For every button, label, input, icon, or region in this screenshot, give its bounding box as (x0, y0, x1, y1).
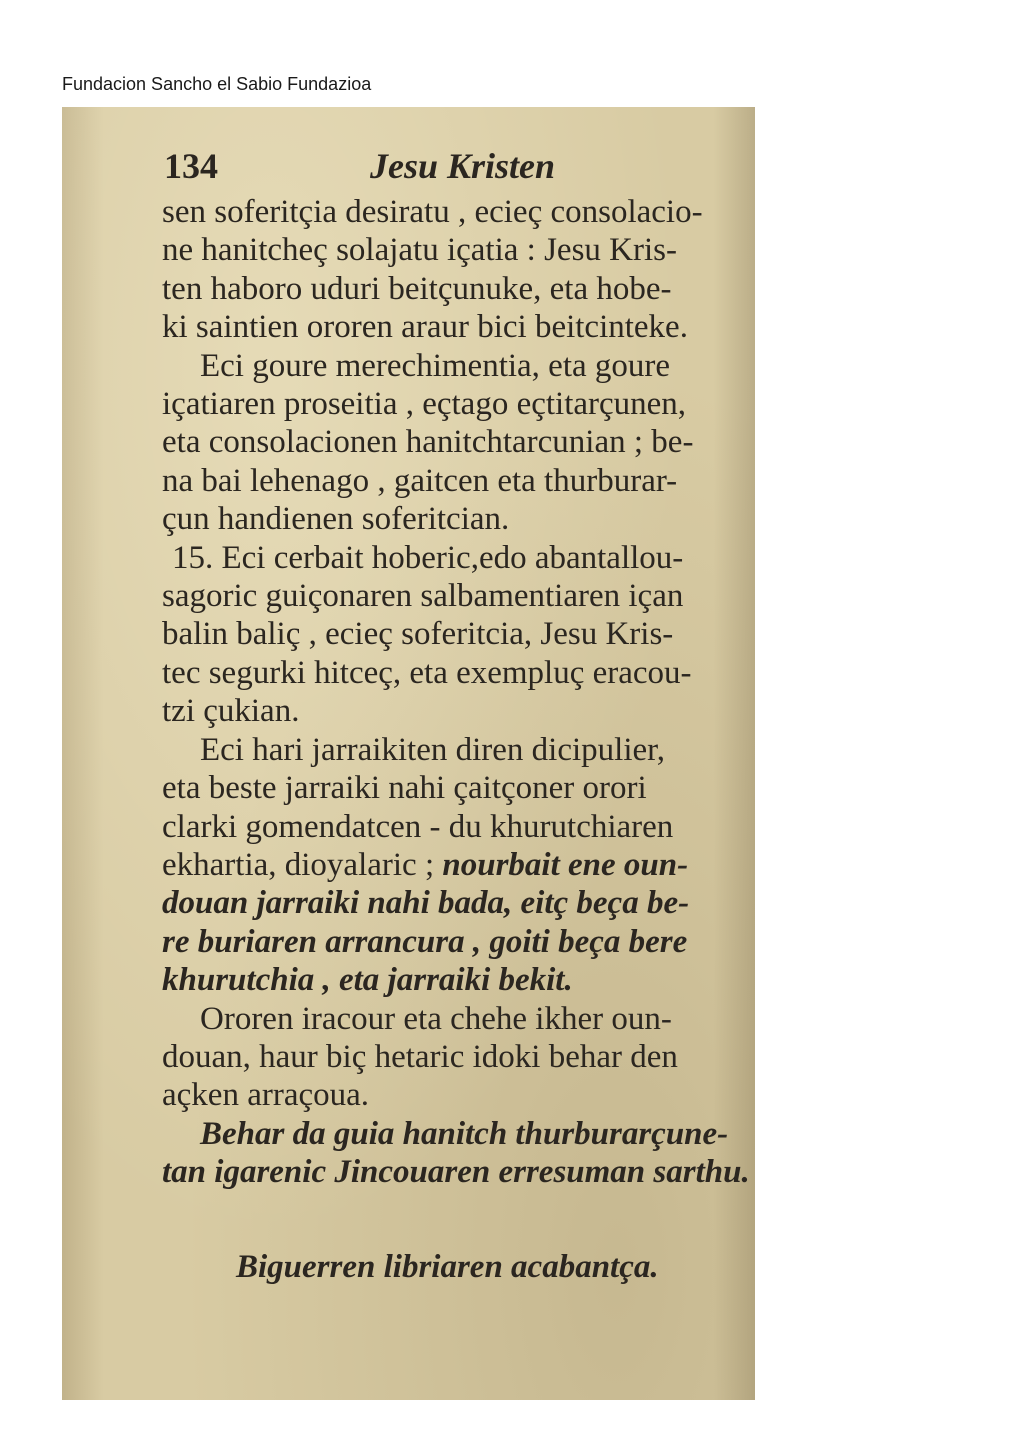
text-line: sagoric guiçonaren salbamentiaren içan (162, 578, 684, 615)
text-line: sen soferitçia desiratu , ecieç consolacio- (162, 194, 703, 230)
italic-line: re buriaren arrancura , goiti beça bere (162, 923, 688, 960)
italic-line: tan igarenic Jincouaren erresuman sarthu. (162, 1154, 750, 1191)
text-line: eta beste jarraiki nahi çaitçoner orori (162, 770, 647, 807)
text-line: açken arraçoua. (162, 1077, 370, 1114)
text-line: douan, haur biç hetaric idoki behar den (162, 1038, 678, 1075)
italic-line: douan jarraiki nahi bada, eitç beça be- (162, 885, 690, 922)
archive-header: Fundacion Sancho el Sabio Fundazioa (62, 74, 372, 94)
text-line: clarki gomendatcen - du khurutchiaren (162, 808, 674, 845)
text-line: na bai lehenago , gaitcen eta thurburar- (162, 462, 678, 499)
italic-line: khurutchia , eta jarraiki bekit. (162, 962, 573, 999)
italic-segment: nourbait ene oun- (442, 846, 689, 883)
page-number: 134 (164, 146, 218, 186)
text-line (162, 846, 752, 884)
text-line: balin baliç , ecieç soferitcia, Jesu Kris- (162, 616, 674, 653)
spacer (162, 1192, 752, 1248)
text-line: ne hanitcheç solajatu içatia : Jesu Kris- (162, 232, 677, 269)
running-head (162, 147, 752, 193)
section-end: Biguerren libriaren acabantça. (236, 1248, 659, 1285)
text-line: Ororen iracour eta chehe ikher oun- (200, 1000, 672, 1037)
page-text (162, 147, 752, 1286)
text-line: tec segurki hitceç, eta exempluç eracou- (162, 654, 692, 691)
scanned-page (62, 107, 755, 1400)
running-title: Jesu Kristen (370, 146, 556, 186)
text-line: eta consolacionen hanitchtarcunian ; be- (162, 424, 694, 461)
text-line: tzi çukian. (162, 693, 300, 730)
text-segment: ekhartia, dioyalaric ; (162, 846, 435, 883)
text-line: Eci hari jarraikiten diren dicipulier, (200, 731, 666, 768)
text-line: 15. Eci cerbait hoberic,edo abantallou- (172, 539, 684, 576)
text-line: ten haboro uduri beitçunuke, eta hobe- (162, 270, 672, 307)
text-line: ki saintien ororen araur bici beitcinteke. (162, 309, 688, 346)
italic-line: Behar da guia hanitch thurburarçune- (200, 1115, 729, 1152)
text-line: içatiaren proseitia , eçtago eçtitarçunen, (162, 386, 687, 423)
text-line: Eci goure merechimentia, eta goure (200, 347, 671, 384)
text-line: çun handienen soferitcian. (162, 501, 510, 538)
